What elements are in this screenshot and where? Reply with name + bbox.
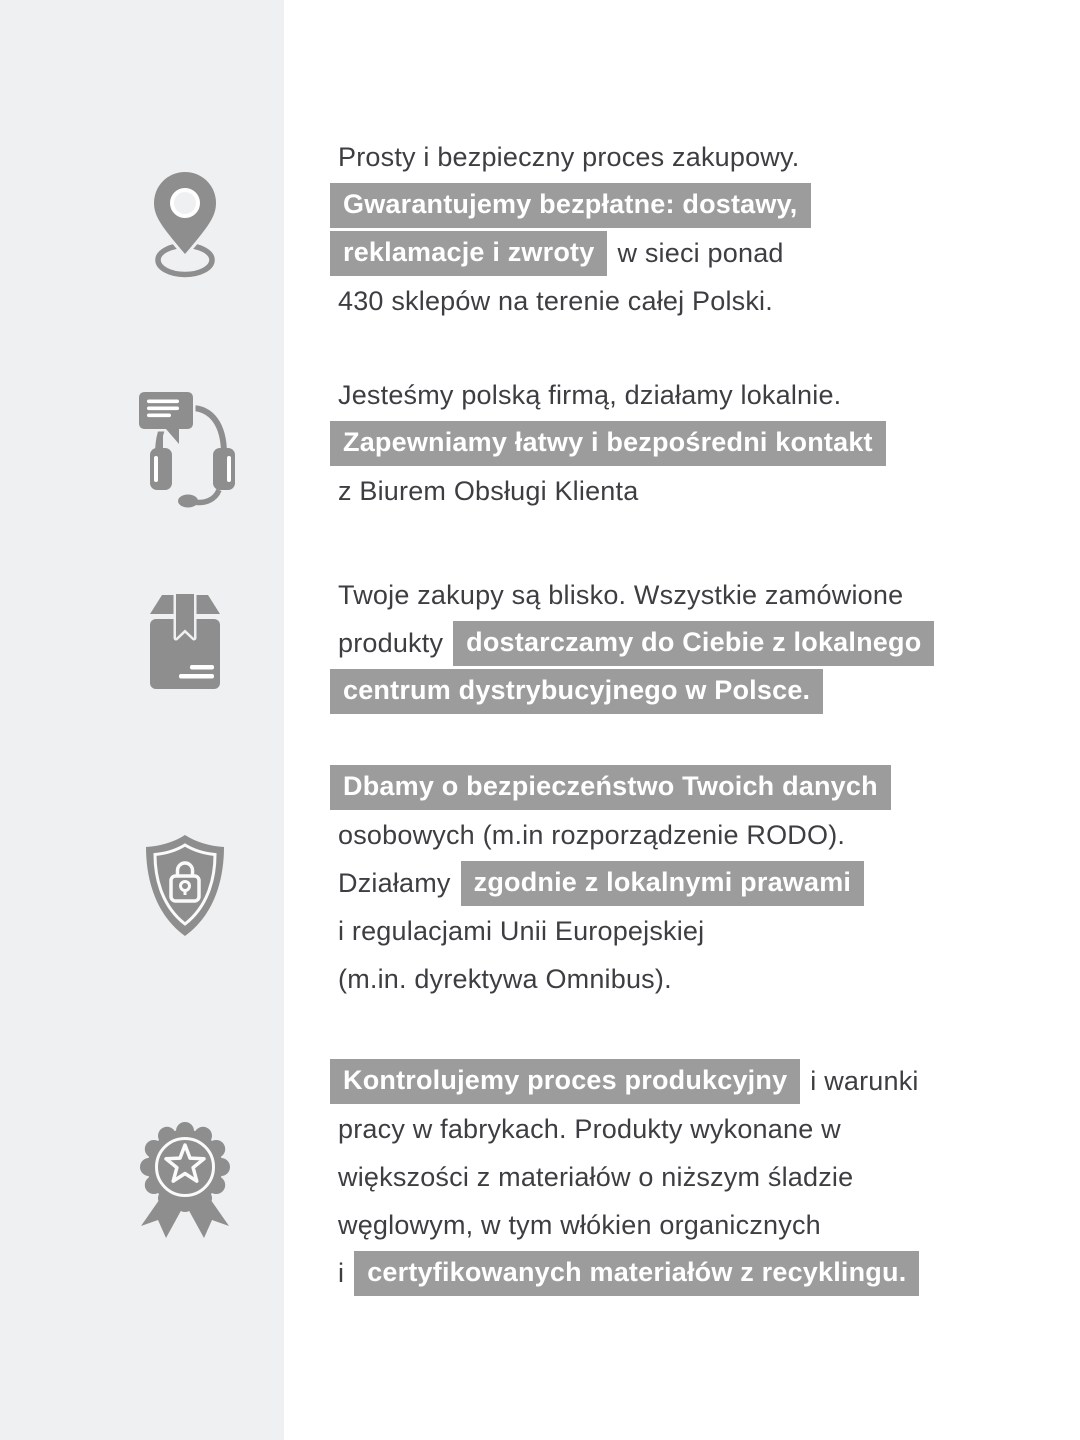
text-line <box>330 1057 1050 1105</box>
text-line <box>330 467 1050 515</box>
section-local-distribution <box>330 571 1050 715</box>
text-line <box>330 1105 1050 1153</box>
highlighted-text: dostarczamy do Ciebie z lokalnego <box>453 621 934 666</box>
text-line <box>330 619 1050 667</box>
text-segment: i regulacjami Unii Europejskiej <box>338 915 705 946</box>
text-segment: produkty <box>338 627 444 658</box>
text-line <box>330 955 1050 1003</box>
text-segment: z Biurem Obsługi Klienta <box>338 475 639 506</box>
text-line <box>330 811 1050 859</box>
text-segment: Działamy <box>338 867 451 898</box>
text-segment: (m.in. dyrektywa Omnibus). <box>338 963 672 994</box>
text-line <box>330 277 1050 325</box>
section-shops-network <box>330 133 1050 325</box>
highlighted-text: Dbamy o bezpieczeństwo Twoich danych <box>330 765 891 810</box>
text-line <box>330 907 1050 955</box>
text-segment: Twoje zakupy są blisko. Wszystkie zamówione <box>338 579 904 610</box>
text-line <box>330 667 1050 715</box>
text-segment: w sieci ponad <box>617 237 784 268</box>
award-badge-icon <box>130 1119 240 1241</box>
text-segment: Prosty i bezpieczny proces zakupowy. <box>338 141 800 172</box>
text-line <box>330 571 1050 619</box>
highlighted-text: Gwarantujemy bezpłatne: dostawy, <box>330 183 811 228</box>
text-line <box>330 419 1050 467</box>
headset-chat-icon <box>133 386 237 508</box>
text-segment: osobowych (m.in rozporządzenie RODO). <box>338 819 846 850</box>
text-line <box>330 859 1050 907</box>
shield-lock-icon <box>135 832 235 942</box>
text-line <box>330 763 1050 811</box>
text-segment: 430 sklepów na terenie całej Polski. <box>338 285 773 316</box>
text-segment: pracy w fabrykach. Produkty wykonane w <box>338 1113 841 1144</box>
text-line <box>330 1153 1050 1201</box>
package-icon <box>145 593 225 693</box>
text-segment: węglowym, w tym włókien organicznych <box>338 1209 821 1240</box>
text-line <box>330 371 1050 419</box>
text-line <box>330 133 1050 181</box>
text-line <box>330 181 1050 229</box>
highlighted-text: Kontrolujemy proces produkcyjny <box>330 1059 800 1104</box>
text-segment: Jesteśmy polską firmą, działamy lokalnie. <box>338 379 842 410</box>
section-production-control <box>330 1057 1050 1297</box>
section-local-company <box>330 371 1050 515</box>
text-line <box>330 1201 1050 1249</box>
section-data-security <box>330 763 1050 1003</box>
text-segment: i <box>338 1257 345 1288</box>
highlighted-text: reklamacje i zwroty <box>330 231 607 276</box>
location-pin-icon <box>150 170 220 280</box>
highlighted-text: zgodnie z lokalnymi prawami <box>461 861 864 906</box>
highlighted-text: Zapewniamy łatwy i bezpośredni kontakt <box>330 421 886 466</box>
text-segment: i warunki <box>810 1065 919 1096</box>
highlighted-text: certyfikowanych materiałów z recyklingu. <box>354 1251 919 1296</box>
text-line <box>330 1249 1050 1297</box>
text-segment: większości z materiałów o niższym śladzie <box>338 1161 854 1192</box>
highlighted-text: centrum dystrybucyjnego w Polsce. <box>330 669 823 714</box>
text-line <box>330 229 1050 277</box>
